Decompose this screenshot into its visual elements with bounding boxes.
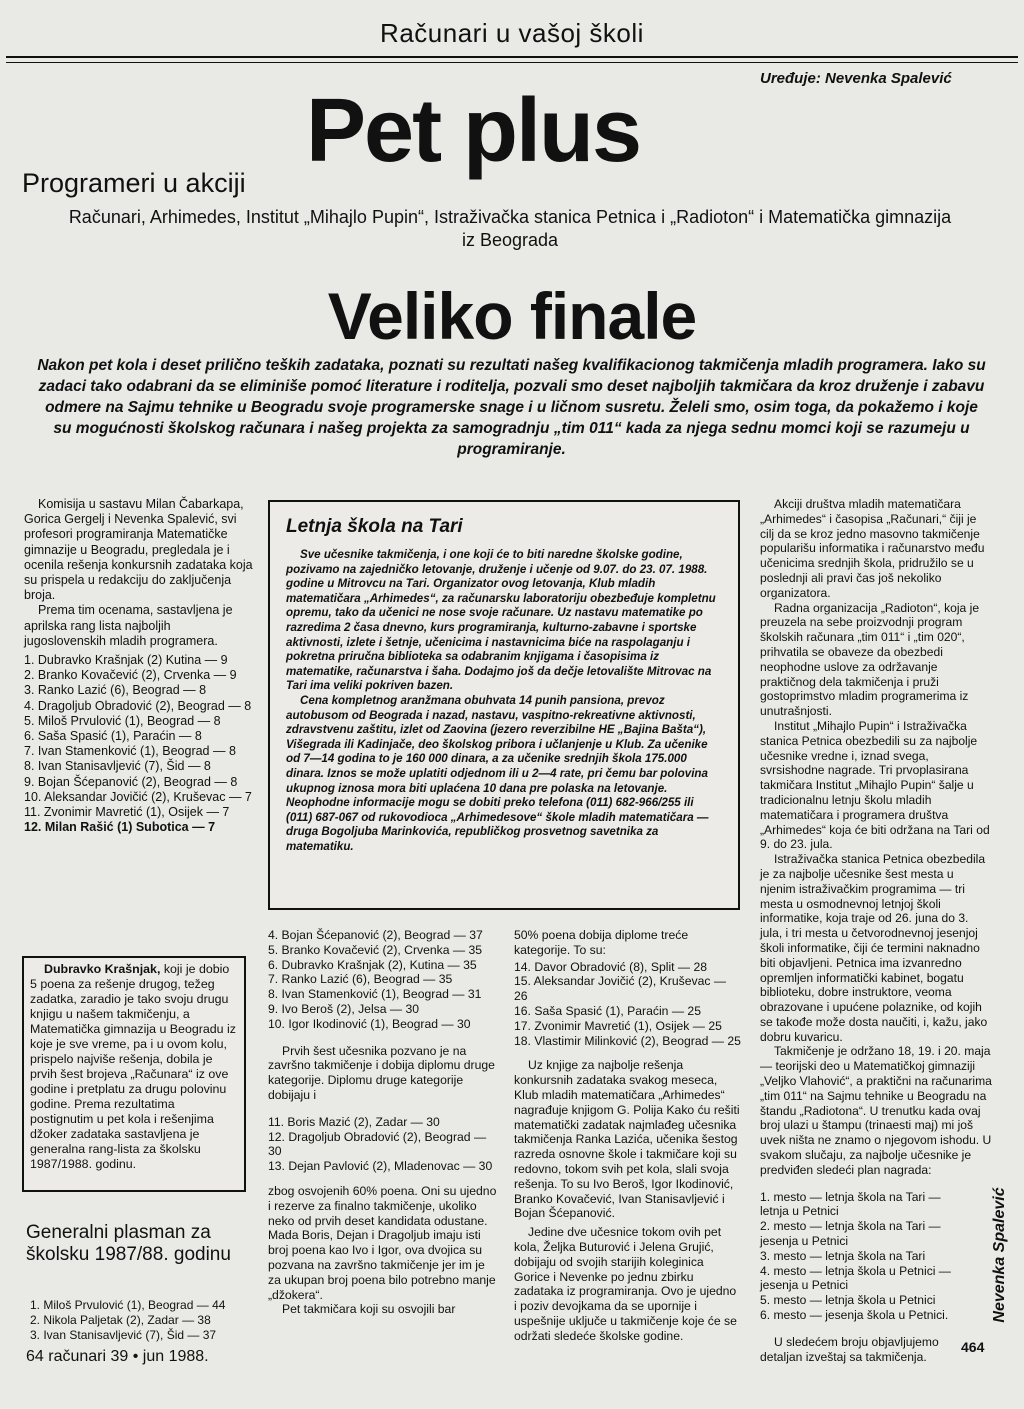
list-item: 2. Nikola Paljetak (2), Zadar — 38: [30, 1313, 211, 1327]
list-item: 4. Dragoljub Obradović (2), Beograd — 8: [24, 698, 252, 713]
section-title: Programeri u akciji: [22, 168, 246, 198]
paragraph: Istraživačka stanica Petnica obezbedila je za najbolje učesnike šest mesta u njenim istraživačkim programima — tri mesta u osmodnevnoj letnjoj školi informatike, koja traje od 26. juna do 3. jula, i tri mesta u četvorodnevnoj jesenjoj školi informatike, čiji će termini naknadno biti objavljeni. Petnica ima izvanredno opremljen informatički kabinet, bogatu biblioteku, dobre instruktore, veoma obrazovane i upućene polaznike, od kojih se takođe može dosta naučiti, i, kažu, jako dobru kuvaricu.: [760, 852, 988, 1044]
general-list: [30, 1298, 260, 1343]
list-item: 9. Bojan Šćepanović (2), Beograd — 8: [24, 774, 238, 789]
list-item: 6. mesto — jesenja škola u Petnici.: [760, 1308, 949, 1323]
list-item: 5. mesto — letnja škola u Petnici: [760, 1293, 936, 1308]
list-item: 18. Vlastimir Milinković (2), Beograd — 25: [514, 1033, 741, 1048]
paragraph: Cena kompletnog aranžmana obuhvata 14 punih pansiona, prevoz autobusom od Beograda i nazad, nastavu, vaspitno-rekreativne aktivnosti, zdravstvenu zaštitu, izlet od Zaovina (jezero reverzibilne HE „Bajina Bašta“), Višegrada ili Kadinjače, deo školskog pribora i učlanjenje u Klub. Za učenike od 7—14 godina to je 160 000 dinara, a za učenike srednjih škola 175.000 dinara. Iznos se može uplatiti odjednom ili u 2—4 rate, pri čemu bar polovina ukupnog iznosa mora biti uplaćena 10 dana pre polaska na letovanje. Neophodne informacije mogu se dobiti preko telefona (011) 682-966/255 ili (011) 687-067 od rukovodioca „Arhimedesove“ škole mladih matematičara — druga Bogoljuba Marinkovića, republičkog prosvetnog savetnika za matematiku.: [286, 693, 709, 853]
paragraph: Institut „Mihajlo Pupin“ i Istraživačka stanica Petnica obezbedili su za najbolje učesnike vredne i, iznad svega, svrsishodne nagrade. Tri prvoplasirana takmičara Institut „Mihajlo Pupin“ šalje u tradicionalnu letnju školu mladih matematičara i programera društva „Arhimedes“ koja će biti održana na Tari od 9. do 23. jula.: [760, 718, 990, 852]
summer-school-title: Letnja škola na Tari: [286, 516, 463, 537]
list-item: 6. Dubravko Krašnjak (2), Kutina — 35: [268, 957, 477, 972]
list-item: 6. Saša Spasić (1), Paraćin — 8: [24, 729, 202, 744]
author-signature: [982, 1160, 1018, 1350]
editor-credit: Uređuje: Nevenka Spalević: [760, 70, 952, 87]
column-3: [514, 928, 742, 1344]
paragraph: Pet takmičara koji su osvojili bar: [282, 1302, 456, 1317]
ranking-list: [24, 653, 254, 835]
list-item: 8. Ivan Stamenković (1), Beograd — 31: [268, 987, 482, 1002]
list-item: 7. Ranko Lazić (6), Beograd — 35: [268, 972, 453, 987]
list-item: 3. mesto — letnja škola na Tari: [760, 1248, 926, 1263]
list-item: 5. Miloš Prvulović (1), Beograd — 8: [24, 713, 221, 728]
list-item: 15. Aleksandar Jovičić (2), Kruševac — 26: [514, 974, 727, 1004]
list-item: 10. Igor Ikodinović (1), Beograd — 30: [268, 1016, 471, 1031]
magazine-section-header: Računari u vašoj školi: [380, 18, 644, 48]
column-name: Pet plus: [306, 81, 641, 181]
list-item: 2. Branko Kovačević (2), Crvenka — 9: [24, 668, 237, 683]
list-item: 9. Ivo Beroš (2), Jelsa — 30: [268, 1001, 420, 1016]
paragraph: zbog osvojenih 60% poena. Oni su ujedno i rezerve za finalno takmičenje, ukoliko neko od prvih deset kandidata odustane. Mada Boris, Dejan i Dragoljub imaju isti broj poena kao Ivo i Igor, ova dvojica su pozvana na završno takmičenje jer im je za ukupan broj poena bilo potrebno manje „džokera“.: [268, 1183, 497, 1302]
page-number: 464: [961, 1339, 985, 1355]
paragraph: [30, 962, 238, 1172]
paragraph: Komisija u sastavu Milan Čabarkapa, Gorica Gergelj i Nevenka Spalević, svi profesori programiranja Matematičke gimnazije u Beogradu, pregledala je i ocenila rešenja konkursnih zadataka koja su prispela u redakciju do zaključenja broja.: [24, 497, 253, 603]
list-item: 1. Miloš Prvulović (1), Beograd — 44: [30, 1298, 226, 1312]
list-item: 12. Milan Rašić (1) Subotica — 7: [24, 820, 216, 835]
column-4: [760, 497, 992, 1364]
list-item: 16. Saša Spasić (1), Paraćin — 25: [514, 1003, 701, 1018]
paragraph: Sve učesnike takmičenja, i one koji će to biti naredne školske godine, pozivamo na zajedničko letovanje, druženje i učenje od 9.07. do 23. 07. 1988. godine u Mitrovcu na Tari. Organizator ovog letovanja, Klub mladih matematičara „Arhimedes“, za računarsku laboratoriju obezbeđuje kompletnu opremu, tako da učenici ne nose svoje računare. Uz nastavu matematike po razredima 2 časa dnevno, kurs programiranja, kulturno-zabavne i sportske aktivnosti, izlete i šetnje, učenicima i nastavnicima biće na raspolaganju i pokretna priručna biblioteka sa odabranim knjigama i časopisima iz matematike, računarstva i šaha. Dodajmo još da dečje letovalište Mitrovac na Tari ima veliki pokriven bazen.: [286, 548, 716, 693]
paragraph: U sledećem broju objavljujemo detaljan izveštaj sa takmičenja.: [760, 1334, 939, 1364]
prize-list: [760, 1190, 970, 1323]
list-item: 2. mesto — letnja škola na Tari — jesenja u Petnici: [760, 1219, 941, 1249]
list-item: 14. Davor Obradović (8), Split — 28: [514, 959, 708, 974]
list-item: 3. Ranko Lazić (6), Beograd — 8: [24, 683, 207, 698]
list-item: 1. Dubravko Krašnjak (2) Kutina — 9: [24, 653, 228, 668]
column-2: [268, 928, 500, 1317]
list-item: 8. Ivan Stanisavljević (7), Šid — 8: [24, 759, 211, 774]
second-category-list: [268, 1115, 500, 1174]
list-item: 1. mesto — letnja škola na Tari — letnja u Petnici: [760, 1189, 941, 1219]
paragraph: Radna organizacija „Radioton“, koja je preuzela na sebe proizvodnji program školskih računara „tim 011“ i „tim 020“, prihvatila se obaveze da obezbedi neophodne uslove za održavanje praktičnog dela takmičenja i pruži gostoprimstvo mladim programerima iz unutrašnjosti.: [760, 600, 980, 719]
organizers-line: Računari, Arhimedes, Institut „Mihajlo Pupin“, Istraživačka stanica Petnica i „Radioton“ i Matematička gimnazija iz Beograda: [68, 207, 952, 250]
general-standings: [30, 1298, 260, 1343]
list-item: 4. Bojan Šćepanović (2), Beograd — 37: [268, 928, 483, 942]
list-item: 7. Ivan Stamenković (1), Beograd — 8: [24, 744, 236, 759]
list-item: 11. Boris Mazić (2), Zadar — 30: [268, 1114, 440, 1129]
header-rule: [6, 56, 1018, 58]
page-footer: 64 računari 39 • jun 1988.: [26, 1348, 209, 1365]
list-item: 13. Dejan Pavlović (2), Mladenovac — 30: [268, 1159, 493, 1174]
list-item: 17. Zvonimir Mavretić (1), Osijek — 25: [514, 1018, 722, 1033]
paragraph: 50% poena dobija diplome treće kategorije. To su:: [514, 928, 689, 957]
list-item: 5. Branko Kovačević (2), Crvenka — 35: [268, 942, 483, 957]
winner-text: koji je dobio 5 poena za rešenje drugog, težeg zadatka, zaradio je tako svoju drugu knjigu u našem takmičenju, a Matematička gimnazija u Beogradu iz koje je sve vreme, pa i u ovom kolu, prispelo najviše rešenja, dobila je prvih šest brojeva „Računara“ iz ove godine i pretplatu za drugu polovinu godine. Prema rezultatima postignutim u pet kola i rešenjima džoker zadataka sastavljena je generalna rang-lista za školsku 1987/1988. godinu.: [30, 962, 236, 1171]
general-standings-title: Generalni plasman za školsku 1987/88. godinu: [26, 1222, 231, 1265]
ranking-list-cont: [268, 928, 500, 1032]
paragraph: Akciji društva mladih matematičara „Arhimedes“ i časopisa „Računari,“ čiji je cilj da se kroz jedno masovno takmičenje popularišu informatika i računarstvo među učenicima srednjih škola, pridružilo se u poslednji ali pravi čas još nekoliko organizatora.: [760, 497, 985, 600]
header-rule-thin: [6, 62, 1018, 63]
list-item: 4. mesto — letnja škola u Petnici — jesenja u Petnici: [760, 1263, 951, 1293]
summer-school-box: [268, 500, 740, 910]
paragraph: Prvih šest učesnika pozvano je na završno takmičenje i dobija diplomu druge kategorije. Diplomu druge kategorije dobijaju i: [268, 1043, 495, 1102]
list-item: 10. Aleksandar Jovičić (2), Kruševac — 7: [24, 789, 252, 804]
winner-box: [22, 956, 246, 1192]
paragraph: Uz knjige za najbolje rešenja konkursnih zadataka svakog meseca, Klub mladih matematičara „Arhimedes“ nagrađuje knjigom G. Polija Kako ću rešiti matematički zadatak najmlađeg učesnika takmičenja Ranka Lazića, učenika šestog razreda osnovne škole i takmičare koji su redovno, tokom svih pet kola, slali svoja rešenja. To su Ivo Beroš, Igor Ikodinović, Branko Kovačević, Ivan Stanisavljević i Bojan Šćepanović.: [514, 1058, 740, 1221]
paragraph: Takmičenje je održano 18, 19. i 20. maja — teorijski deo u Matematičkoj gimnaziji „Veljko Vlahović“, a praktični na računarima „tim 011“ na Sajmu tehnike u Beogradu na štandu „Radiotona“. U trenutku kada ovaj broj ulazi u štampu (trinaesti maj) mi još uvek ništa ne znamo o njegovom ishodu. U svakom slučaju, za najbolje učesnike je predviđen sledeći plan nagrada:: [760, 1044, 992, 1177]
list-item: 12. Dragoljub Obradović (2), Beograd — 30: [268, 1129, 487, 1159]
paragraph: Jedine dve učesnice tokom ovih pet kola, Željka Buturović i Jelena Grujić, dobijaju od svojih starijih koleginica Gorice i Nevenke po jednu zbirku zadataka iz programiranja. Ovo je ujedno i poziv devojkama da se upornije i uspešnije uključe u takmičenje koje će se održati sledeće školske godine.: [514, 1225, 737, 1343]
list-item: 11. Zvonimir Mavretić (1), Osijek — 7: [24, 805, 230, 820]
winner-name: Dubravko Krašnjak,: [44, 962, 161, 976]
article-intro: Nakon pet kola i deset prilično teških zadataka, poznati su rezultati našeg kvalifikacionog takmičenja mladih programera. Iako su zadaci tako odabrani da se eliminiše pomoć literature i roditelja, pozvali smo deset najboljih takmičara da kroz druženje i zabavu odmere na Sajmu tehnike u Beogradu svoje programerske snage i u ličnom susretu. Želeli smo, osim toga, da pokažemo i koje su mogućnosti školskog računara i našeg projekta za samogradnju „tim 011“ kada za njega sednu momci koji se razumeju u programiranje.: [37, 357, 986, 458]
list-item: 3. Ivan Stanisavljević (7), Šid — 37: [30, 1328, 217, 1342]
signature-text: Nevenka Spalević: [991, 1187, 1008, 1323]
article-title: Veliko finale: [327, 279, 697, 353]
paragraph: Prema tim ocenama, sastavljena je aprilska rang lista najboljih jugoslovenskih mladih programera.: [24, 603, 233, 648]
third-category-list: [514, 960, 742, 1049]
column-1: [24, 497, 254, 835]
